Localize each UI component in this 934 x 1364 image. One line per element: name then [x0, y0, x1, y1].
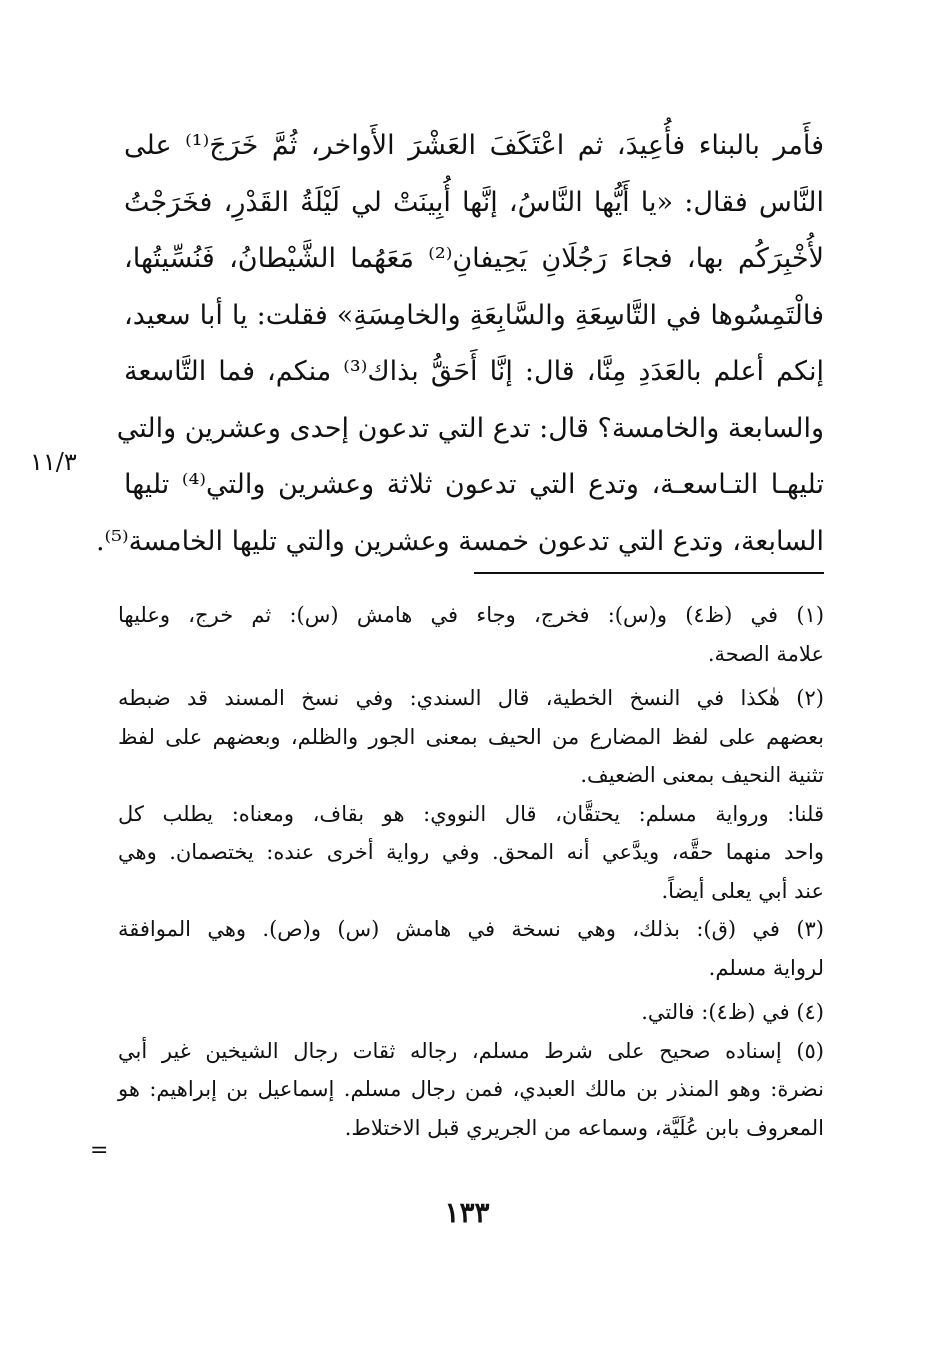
body-line: فأَمر بالبناء فأُعِيدَ، ثم اعْتَكَفَ العَشْرَ الأَواخر، ثُمَّ خَرَجَ⁽¹⁾ على — [124, 130, 824, 161]
footnote-5 — [118, 1032, 824, 1148]
footnote-line: قلنا: ورواية مسلم: يحتقَّان، قال النووي: هو بقاف، ومعناه: يطلب كل — [118, 801, 824, 826]
body-line: لأُخْبِرَكُم بها، فجاءَ رَجُلَانِ يَحِيفانِ⁽²⁾ مَعَهُما الشَّيْطانُ، فَنُسِّيتُها، — [124, 243, 824, 274]
footnote-line: (١) في (ظ٤) و(س): فخرج، وجاء في هامش (س): ثم خرج، وعليها — [118, 603, 825, 627]
continuation-mark: = — [90, 1138, 109, 1163]
body-line: النَّاس فقال: «يا أَيُّها النَّاسُ، إنَّها أُبِينَتْ لي لَيْلَةُ القَدْرِ، فخَرَجْتُ — [124, 186, 824, 218]
body-line: إنكم أعلم بالعَدَدِ مِنَّا، قال: إنَّا أَحَقُّ بذاك⁽³⁾ منكم، فما التَّاسعة — [124, 356, 824, 387]
footnote-line: واحد منهما حقَّه، ويدَّعي أنه المحق. وفي رواية أخرى عنده: يختصمان. وهي — [118, 840, 824, 864]
body-line: فالْتَمِسُوها في التَّاسِعَةِ والسَّابِعَةِ والخامِسَةِ» فقلت: يا أبا سعيد، — [124, 299, 824, 331]
footnote-2-continuation — [118, 795, 824, 911]
footnote-line: (٢) هٰكذا في النسخ الخطية، قال السندي: وفي نسخ المسند قد ضبطه — [118, 686, 824, 710]
body-line: السابعة، وتدع التي تدعون خمسة وعشرين والتي تليها الخامسة⁽⁵⁾. — [95, 525, 824, 557]
footnote-line: المعروف بابن عُلَيَّة، وسماعه من الجريري قبل الاختلاط. — [344, 1115, 824, 1140]
footnote-line: نضرة: وهو المنذر بن مالك العبدي، فمن رجال مسلم. إسماعيل بن إبراهيم: هو — [118, 1077, 824, 1101]
footnote-line: تثنية النحيف بمعنى الضعيف. — [580, 763, 824, 787]
body-line: تليهـا التـاسعـة، وتدع التي تدعون ثلاثة وعشرين والتي⁽⁴⁾ تليها — [124, 469, 824, 500]
footnote-line: بعضهم على لفظ المضارع من الحيف بمعنى الجور والظلم، وبعضهم على لفظ — [118, 724, 824, 749]
footnote-line: (٤) في (ظ٤): فالتي. — [641, 1000, 824, 1024]
page-number: ١٣٣ — [444, 1196, 490, 1229]
footnote-line: (٥) إسناده صحيح على شرط مسلم، رجاله ثقات رجال الشيخين غير أبي — [118, 1038, 824, 1063]
footnote-3 — [118, 910, 824, 987]
footnote-1 — [118, 596, 824, 673]
footnote-2 — [118, 679, 824, 795]
hadith-body — [95, 118, 824, 570]
footnote-line: علامة الصحة. — [707, 641, 824, 666]
margin-reference: ١١/٣ — [30, 448, 77, 476]
footnote-line: عند أبي يعلى أيضاً. — [661, 878, 824, 903]
footnotes — [118, 596, 824, 1147]
footnote-4 — [118, 993, 824, 1032]
footnote-line: (٣) في (ق): بذلك، وهي نسخة في هامش (س) و(ص). وهي الموافقة — [118, 917, 824, 941]
footnote-line: لرواية مسلم. — [708, 955, 824, 980]
footnote-divider — [474, 572, 824, 574]
body-line: والسابعة والخامسة؟ قال: تدع التي تدعون إحدى وعشرين والتي — [116, 412, 824, 444]
